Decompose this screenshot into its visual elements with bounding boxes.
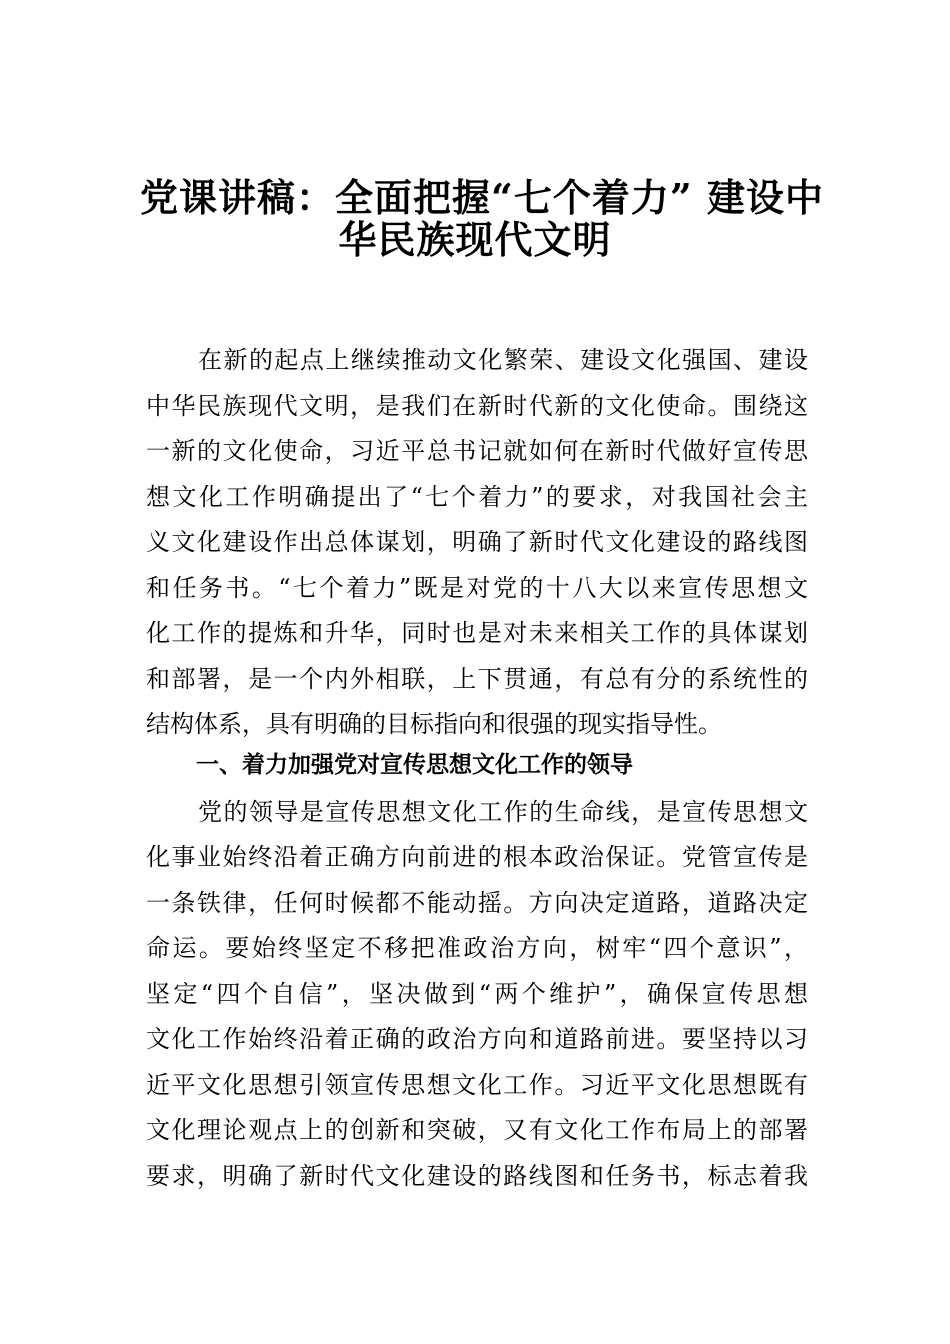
paragraph-2-line: 坚定“四个自信”，坚决做到“两个维护”，确保宣传思想 (146, 980, 808, 1008)
paragraph-1-line: 想文化工作明确提出了“七个着力”的要求，对我国社会主 (146, 483, 808, 511)
paragraph-2-line: 文化工作始终沿着正确的政治方向和道路前进。要坚持以习 (146, 1025, 808, 1053)
paragraph-1-line: 中华民族现代文明，是我们在新时代新的文化使命。围绕这 (146, 392, 808, 420)
paragraph-2-line: 化事业始终沿着正确方向前进的根本政治保证。党管宣传是 (146, 843, 808, 871)
paragraph-1-line: 一新的文化使命，习近平总书记就如何在新时代做好宣传思 (146, 437, 808, 465)
paragraph-2-line: 党的领导是宣传思想文化工作的生命线，是宣传思想文 (198, 798, 808, 826)
document-title-line-2: 华民族现代文明 (338, 217, 612, 262)
paragraph-2-line: 要求，明确了新时代文化建设的路线图和任务书，标志着我 (146, 1162, 808, 1190)
paragraph-1-line: 和任务书。“七个着力”既是对党的十八大以来宣传思想文 (146, 574, 808, 602)
section-heading-1: 一、着力加强党对宣传思想文化工作的领导 (196, 752, 633, 778)
paragraph-1-line: 化工作的提炼和升华，同时也是对未来相关工作的具体谋划 (146, 619, 808, 647)
paragraph-2-line: 命运。要始终坚定不移把准政治方向，树牢“四个意识”， (146, 934, 808, 962)
paragraph-2-line: 一条铁律，任何时候都不能动摇。方向决定道路，道路决定 (146, 889, 808, 917)
paragraph-1-line: 义文化建设作出总体谋划，明确了新时代文化建设的路线图 (146, 528, 808, 556)
paragraph-1-line: 在新的起点上继续推动文化繁荣、建设文化强国、建设 (198, 346, 808, 374)
document-title-line-1: 党课讲稿：全面把握“七个着力” 建设中 (140, 175, 824, 220)
paragraph-1-line: 和部署，是一个内外相联，上下贯通，有总有分的系统性的 (146, 665, 808, 693)
paragraph-2-line: 文化理论观点上的创新和突破，又有文化工作布局上的部署 (146, 1116, 808, 1144)
paragraph-1-line: 结构体系，具有明确的目标指向和很强的现实指导性。 (146, 710, 722, 738)
paragraph-2-line: 近平文化思想引领宣传思想文化工作。习近平文化思想既有 (146, 1071, 808, 1099)
